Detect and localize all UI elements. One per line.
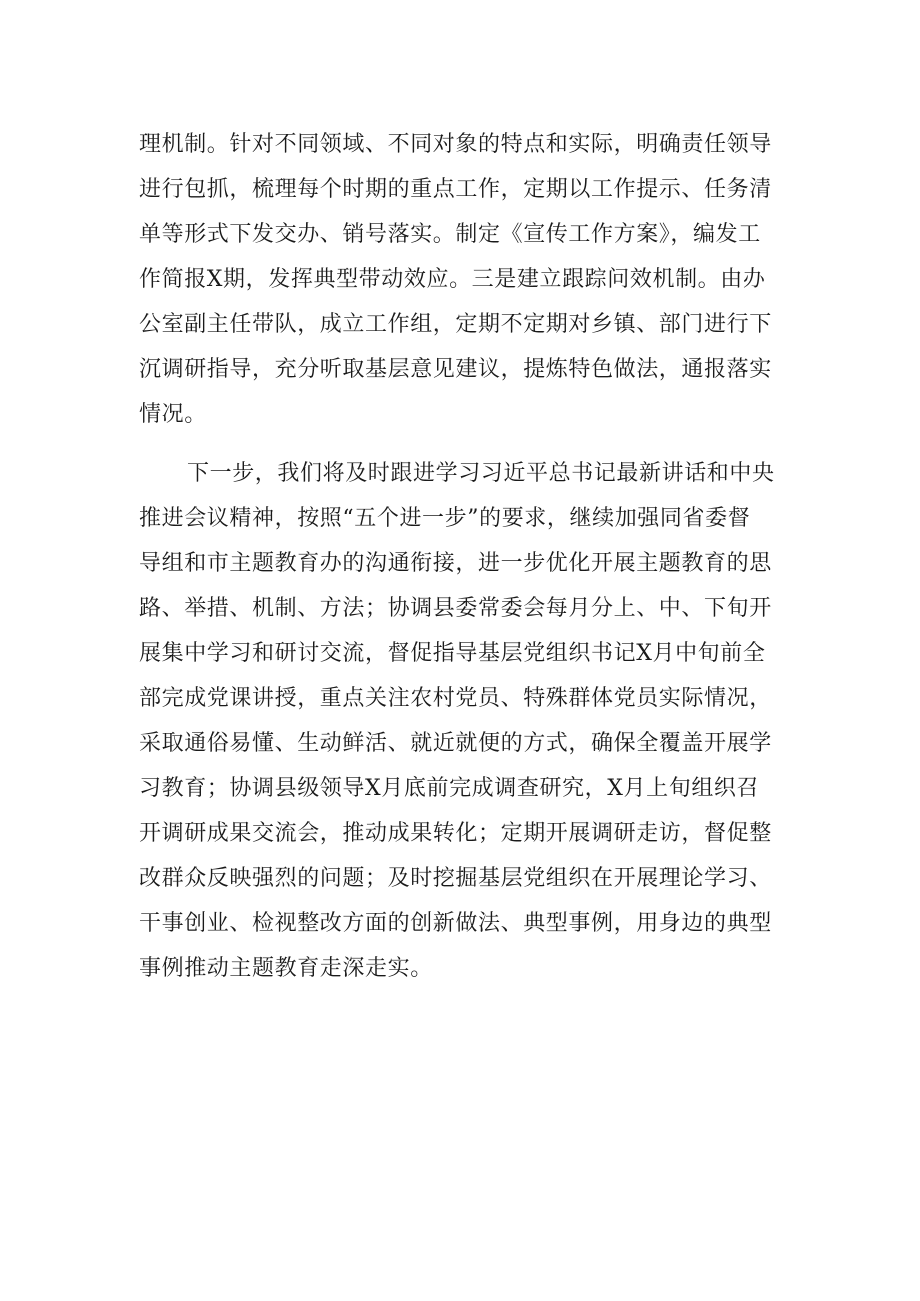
text-line: 改群众反映强烈的问题；及时挖掘基层党组织在开展理论学习、: [139, 866, 772, 891]
text-line: 情况。: [139, 402, 207, 427]
text-line: 推进会议精神，按照“五个进一步”的要求，继续加强同省委督: [139, 506, 751, 531]
text-line: 下一步，我们将及时跟进学习习近平总书记最新讲话和中央: [187, 461, 775, 486]
text-line: [139, 991, 784, 1036]
text-line: 开调研成果交流会，推动成果转化；定期开展调研走访，督促整: [139, 821, 772, 846]
text-line: 单等形式下发交办、销号落实。制定《宣传工作方案》，编发工: [139, 222, 761, 247]
text-line: 路、举措、机制、方法；协调县委常委会每月分上、中、下旬开: [139, 596, 772, 621]
text-line: 公室副主任带队，成立工作组，定期不定期对乡镇、部门进行下: [139, 312, 772, 337]
paragraph-1: [139, 122, 784, 437]
paragraph-2: [139, 451, 784, 1036]
text-line: 沉调研指导，充分听取基层意见建议，提炼特色做法，通报落实: [139, 357, 772, 382]
text-line: 事例推动主题教育走深走实。: [139, 956, 433, 981]
text-line: 部完成党课讲授，重点关注农村党员、特殊群体党员实际情况，: [139, 686, 772, 711]
text-line: 展集中学习和研讨交流，督促指导基层党组织书记X月中旬前全: [139, 641, 766, 666]
text-line: 干事创业、检视整改方面的创新做法、典型事例，用身边的典型: [139, 911, 772, 936]
text-line: 进行包抓，梳理每个时期的重点工作，定期以工作提示、任务清: [139, 177, 772, 202]
text-line: 习教育；协调县级领导X月底前完成调查研究，X月上旬组织召: [139, 776, 760, 801]
text-line: 采取通俗易懂、生动鲜活、就近就便的方式，确保全覆盖开展学: [139, 731, 772, 756]
text-line: 理机制。针对不同领域、不同对象的特点和实际，明确责任领导: [139, 132, 772, 157]
paragraph-gap: [139, 437, 784, 451]
document-body: [139, 122, 784, 1036]
text-line: 导组和市主题教育办的沟通衔接，进一步优化开展主题教育的思: [139, 551, 772, 576]
text-line: 作简报X期，发挥典型带动效应。三是建立跟踪问效机制。由办: [139, 267, 766, 292]
